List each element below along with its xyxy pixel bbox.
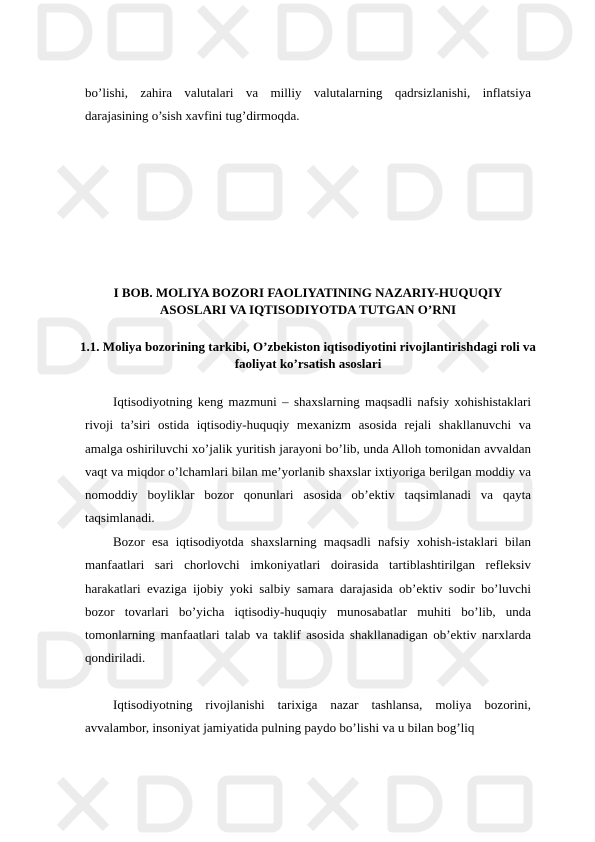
section-title: 1.1. Moliya bozorining tarkibi, O’zbekiston iqtisodiyotini rivojlantirishdagi roli va faoliyat ko’rsatish asoslari <box>80 339 536 371</box>
body-paragraph-2: Bozor esa iqtisodiyotda shaxslarning maqsadli nafsiy xohish-istaklari bilan manfaatlari sari chorlovchi imkoniyatlari doirasida tartiblashtirilgan refleksiv harakatlari evaziga ijobiy yoki salbiy samara darajasida ob’ektiv sodir bo’luvchi bozor tovarlari bo’yicha iqtisodiy-huquqiy munosabatlar muhiti bo’lib, unda tomonlarning manfaatlari talab va taklif asosida shakllanadigan ob’ektiv narxlarda qondiriladi. <box>85 534 531 666</box>
intro-paragraph: bo’lishi, zahira valutalari va milliy valutalarning qadrsizlanishi, inflatsiya darajasining o’sish xavfini tug’dirmoqda. <box>85 85 531 124</box>
body-paragraph-1: Iqtisodiyotning keng mazmuni – shaxslarning maqsadli nafsiy xohishistaklari rivoji ta’siri ostida iqtisodiy-huquqiy mexanizm asosida rejali shakllanuvchi va amalga oshiriluvchi xo’jalik yuritish jarayoni bo’lib, unda Alloh tomonidan avvaldan vaqt va miqdor o’lchamlari bilan me’yorlanib shaxslar ixtiyoriga berilgan moddiy va nomoddiy boyliklar bozor qonunlari asosida ob’ektiv taqsimlanadi va qayta taqsimlanadi. <box>85 394 531 526</box>
chapter-title: I BOB. MOLIYA BOZORI FAOLIYATINING NAZARIY-HUQUQIY ASOSLARI VA IQTISODIYOTDA TUTGAN O’RNI <box>113 285 503 317</box>
body-paragraph-3: Iqtisodiyotning rivojlanishi tarixiga nazar tashlansa, moliya bozorini, avvalambor, insoniyat jamiyatida pulning paydo bo’lishi va u bilan bog’liq <box>85 697 531 736</box>
